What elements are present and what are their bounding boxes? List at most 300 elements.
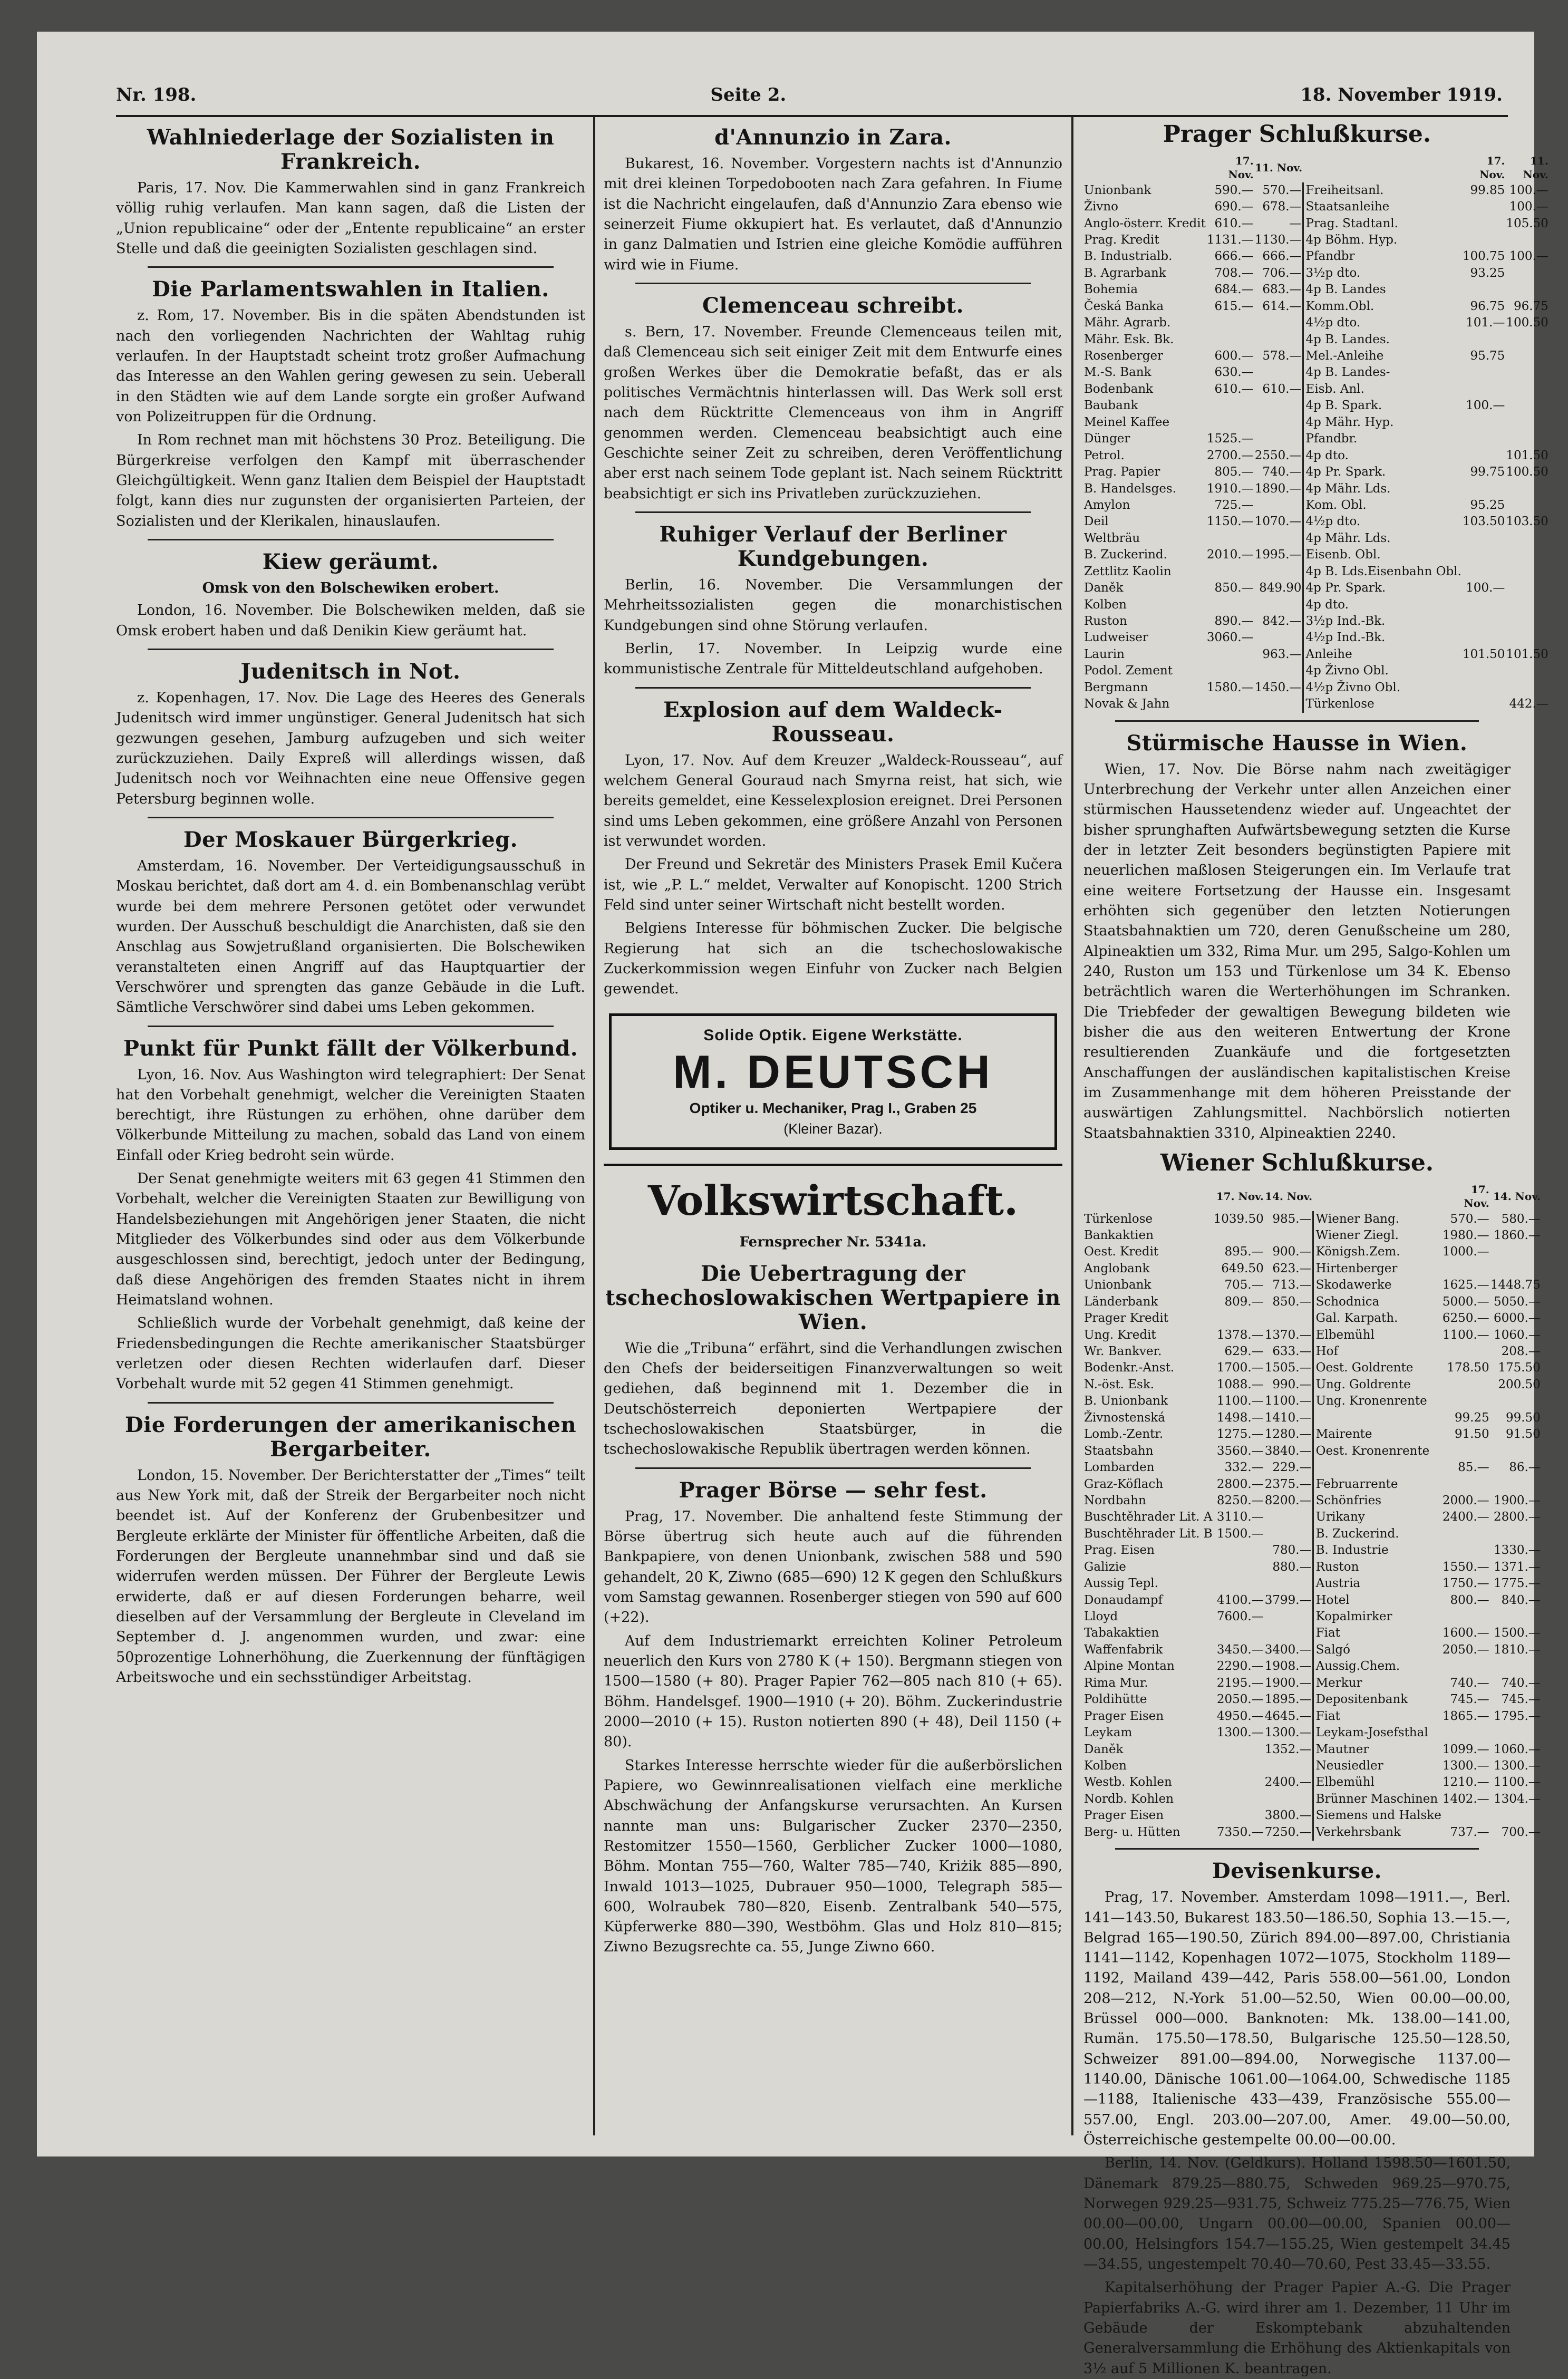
rate-value [1442,1526,1490,1542]
rate-value: 1100.— [1264,1394,1312,1408]
rate-value [1505,481,1548,497]
rate-value [1442,1542,1490,1559]
table-row [1083,298,1549,315]
rate-value: 615.— [1214,299,1254,313]
security-name: Wiener Bang. [1313,1211,1442,1227]
rate-value: 4100.— [1216,1593,1264,1607]
rate-value [1505,530,1548,547]
rate-value [1442,1443,1490,1459]
rate-value [1213,1575,1264,1592]
security-name: 4p B. Landes [1303,282,1462,298]
rate-value: 1700.— [1216,1361,1264,1375]
security-name: Leykam [1084,1726,1133,1740]
security-name: Mähr. Agrarb. [1084,316,1171,330]
security-name: Fiat [1313,1625,1442,1641]
rate-value: 91.50 [1505,1427,1541,1442]
table-row [1083,448,1549,464]
security-name: Poldihütte [1084,1693,1147,1707]
rate-value: 985.— [1272,1212,1312,1226]
table-row [1083,1443,1541,1459]
rate-value: 649.50 [1221,1261,1264,1275]
rate-value [1490,1658,1541,1675]
security-name: Ung. Kronenrente [1313,1393,1442,1409]
rate-value: 963.— [1262,647,1302,661]
rate-value [1462,448,1505,464]
security-name: Nordbahn [1084,1493,1146,1507]
table-row [1083,1559,1541,1575]
article-headline: Die Parlamentswahlen in Italien. [152,277,549,302]
security-name: Prager Kredit [1084,1311,1168,1326]
security-name: Staatsbahn [1084,1444,1154,1458]
rate-value: 100.— [1509,249,1548,264]
rate-value: 809.— [1224,1294,1264,1309]
article-headline: Der Moskauer Bürgerkrieg. [183,827,518,852]
rate-value [1254,597,1303,613]
security-name: Lomb.-Zentr. [1084,1427,1164,1442]
rate-value: 740.— [1262,465,1302,479]
table-row [1083,1708,1541,1725]
table-row [1083,1758,1541,1774]
rate-value [1254,364,1303,381]
rate-value: 890.— [1214,614,1254,628]
rate-value: 1300.— [1493,1758,1541,1773]
rate-value: 3400.— [1264,1642,1312,1657]
security-name: Meinel Kaffee [1084,415,1170,429]
rate-value: 990.— [1272,1377,1312,1391]
rate-value: 1300.— [1264,1726,1312,1740]
separator [635,511,1031,513]
rate-value: 1088.— [1216,1377,1264,1391]
table-row [1083,1791,1541,1807]
rate-value: 745.— [1501,1693,1541,1707]
table-row [1083,1625,1541,1641]
rate-value [1505,381,1548,398]
issue-date: 18. November 1919. [1300,84,1503,105]
article [604,125,1062,275]
security-name: Anleihe [1303,646,1462,663]
issue-number: Nr. 198. [116,84,197,105]
separator [148,539,554,540]
table-row [1083,514,1549,530]
rate-value: 590.— [1214,183,1254,197]
rate-value: 100.— [1466,399,1505,413]
rate-value: 1775.— [1493,1577,1541,1591]
security-name: Kolben [1084,1758,1127,1773]
rate-value [1505,680,1548,696]
security-name: Wr. Bankver. [1084,1345,1162,1359]
security-name: Anglo-österr. Kredit [1084,216,1206,230]
security-name: Nordb. Kohlen [1084,1792,1174,1806]
rate-value: 103.50 [1506,515,1548,529]
page-number: Seite 2. [710,84,787,105]
rate-value [1462,232,1505,248]
rate-value [1264,1227,1313,1244]
table-row [1083,248,1549,265]
table-row [1083,464,1549,480]
security-name: Bodenbank [1084,382,1154,396]
prague-rates-table [1083,154,1549,712]
middle-articles [604,125,1062,1000]
rate-value [1206,663,1254,679]
rate-value [1254,530,1303,547]
article-headline: Punkt für Punkt fällt der Völkerbund. [123,1036,578,1061]
article-paragraph: Starkes Interesse herrschte wieder für die außerbörslichen Papiere, wo Gewinnrealisationen vielfach eine merkliche Abschwächung der Anfangskurse verursachten. An Kursen nannte man uns: Bulgarischer Zucker 2370—2350, Restomitzer 1550—1560, Gerblicher Zucker 1000—1080, Böhm. Montan 755—760, Walter 785—740, Kriżik 885—890, Inwald 1013—1025, Dubrauer 950—1000, Telegraph 585—600, Wolraubek 780—820, Eisenb. Zentralbank 540—575, Küpferwerke 880—390, Westböhm. Glas und Holz 810—815; Ziwno Bezugsrechte ca. 55, Junge Ziwno 660. [604,1757,1062,1956]
rate-value: 4950.— [1216,1709,1264,1723]
vienna-rates-table [1083,1183,1541,1841]
security-name: 4p B. Landes. [1303,332,1462,348]
security-name: 4p B. Lds.Eisenbahn Obl. [1303,564,1462,580]
rate-value: 610.— [1262,382,1302,396]
rate-value: 745.— [1450,1693,1489,1707]
security-name: Leykam-Josefsthal [1313,1725,1442,1741]
article [116,1037,585,1395]
article [116,550,585,641]
table-row [1083,680,1549,696]
table-row [1083,646,1549,663]
rate-value: 95.25 [1470,498,1505,512]
security-name: 4p Pr. Spark. [1303,464,1462,480]
article-headline: Stürmische Hausse in Wien. [1126,730,1468,756]
table-row [1083,1742,1541,1758]
table-row [1083,1774,1541,1791]
vienna-col-1: 17. Nov. [1216,1190,1264,1203]
security-name: Podol. Zement [1084,664,1173,678]
table-row [1083,1658,1541,1675]
article-paragraph: Paris, 17. Nov. Die Kammerwahlen sind in ganz Frankreich völlig ruhig verlaufen. Man kann sagen, daß die Listen der „Union republicaine“ oder der „Entente republicaine“ an erster Stelle und daß die geeinigten Sozialisten geschlagen sind. [116,180,585,257]
rate-value: 6000.— [1493,1311,1541,1326]
rate-value: 1900.— [1264,1676,1312,1690]
article-headline: Explosion auf dem Waldeck-Rousseau. [663,697,1003,747]
rate-value: 614.— [1262,299,1302,313]
rate-value [1490,1526,1541,1542]
rate-value: 800.— [1450,1593,1489,1607]
ad-tagline: Solide Optik. Eigene Werkstätte. [703,1026,963,1044]
article-paragraph: London, 15. November. Der Berichterstatter der „Times“ teilt aus New York mit, daß der Streik der Bergarbeiter noch nicht beendet ist. Auf der Konferenz der Grubenbesitzer und Bergleute erklärte der Minister für öffentliche Arbeiten, daß die Forderungen der Bergleute unannehmbar sind und daß sie widerrufen werden müssen. Der Führer der Bergleute Lewis erwiderte, daß er auf diesen Forderungen beharre, weil dieselben auf der Versammlung der Bergleute in Cleveland im September d. J. angenommen wurden, und zwar: eine 50prozentige Lohnerhöhung, die Zuerkennung der fünftägigen Arbeitswoche und ein sechsstündiger Arbeitstag. [116,1467,585,1686]
rate-value [1254,663,1303,679]
rate-value: 842.— [1262,614,1302,628]
article-headline: Kiew geräumt. [262,549,439,574]
rate-value: 2050.— [1216,1693,1264,1707]
table-row [1083,1807,1541,1824]
rate-value [1462,613,1505,630]
rate-value [1462,332,1505,348]
rate-value: 1060.— [1493,1328,1541,1342]
article-headline: Devisenkurse. [1212,1859,1382,1884]
rate-value [1213,1227,1264,1244]
security-name: Prag. Papier [1084,465,1160,479]
rate-value [1213,1625,1264,1641]
security-name [1313,1459,1442,1476]
rate-value [1254,332,1303,348]
rate-value: 3060.— [1206,631,1254,645]
rate-value: 900.— [1272,1245,1312,1259]
prague-col-1: 17. Nov. [1228,154,1254,181]
rate-value [1206,332,1254,348]
rate-value: 99.75 [1470,465,1505,479]
security-name: Aussig.Chem. [1313,1658,1442,1675]
security-name: Pfandbr [1303,248,1462,265]
rate-value: 7600.— [1216,1610,1264,1624]
table-row [1083,282,1549,298]
security-name: Graz-Köflach [1084,1477,1164,1491]
left-column [116,116,585,2135]
rate-value: — [1289,216,1302,230]
rate-value: 629.— [1224,1345,1264,1359]
security-name: Mautner [1313,1742,1442,1758]
vienna-rates-title: Wiener Schlußkurse. [1160,1149,1434,1176]
table-row [1083,547,1549,563]
rate-value: 1500.— [1493,1626,1541,1640]
separator [148,817,554,818]
separator [148,1026,554,1027]
security-name: Salgó [1313,1642,1442,1658]
security-name: Laurin [1084,647,1125,661]
security-name: B. Zuckerind. [1084,548,1167,562]
rate-value [1505,630,1548,646]
rate-value: 85.— [1458,1461,1489,1475]
rate-value [1505,282,1548,298]
article-paragraph: London, 16. November. Die Bolschewiken melden, daß sie Omsk erobert haben und daß Denikin Kiew geräumt hat. [116,602,585,639]
security-name: Brünner Maschinen [1313,1791,1442,1807]
separator [635,283,1031,284]
vienna-col-2: 14. Nov. [1265,1190,1313,1203]
table-row [1083,613,1549,630]
security-name: Petrol. [1084,448,1125,462]
rate-value: 1750.— [1442,1577,1489,1591]
article-paragraph: Berlin, 14. Nov. (Geldkurs). Holland 1598.50—1601.50, Dänemark 879.25—880.75, Schweden 969.25—970.75, Norwegen 929.25—931.75, Schweiz 775.25—776.75, Wien 00.00—00.00, Ungarn 00.00—00.00, Spanien 00.00—00.00, Helsingfors 154.7—155.25, Wien gestempelt 34.45—34.55, ungestempelt 70.40—70.60, Pest 33.45—33.55. [1083,2155,1511,2273]
rate-value [1462,381,1505,398]
rate-value: 1525.— [1206,432,1254,446]
table-row [1083,381,1549,398]
article-headline: d'Annunzio in Zara. [714,125,952,150]
security-name: Baubank [1084,399,1138,413]
rate-value: 5050.— [1493,1294,1541,1309]
security-name: Hof [1313,1343,1442,1360]
table-row [1083,1476,1541,1493]
article-paragraph: Bukarest, 16. November. Vorgestern nachts ist d'Annunzio mit drei kleinen Torpedobooten nach Zara gefahren. In Fiume ist die Nachricht eingelaufen, daß d'Annunzio Zara ebenso wie seinerzeit Fiume okkupiert hat. Es verlautet, daß d'Annunzio in ganz Dalmatien und Istrien eine gleiche Komödie aufführen wird wie in Fiume. [604,156,1062,273]
rate-value: 1900.— [1493,1493,1541,1507]
article-paragraph: z. Rom, 17. November. Bis in die späten Abendstunden ist nach den vorliegenden Nachrichten der Wahltag ruhig verlaufen. In der Hauptstadt scheint trotz großer Aufmachung das Interesse an den Wahlen gering gewesen zu sein. Ueberall in den Städten wie auf dem Lande sorgte ein großer Aufwand von Polizeitruppen für die Ordnung. [116,307,585,425]
security-name: 4p B. Spark. [1303,398,1462,414]
rate-value: 610.— [1214,382,1254,396]
rate-value: 623.— [1272,1261,1312,1275]
rate-value [1505,580,1548,596]
rate-value [1462,547,1505,563]
ad-location: (Kleiner Bazar). [783,1120,883,1137]
article-paragraph: Der Freund und Sekretär des Ministers Prasek Emil Kučera ist, wie „P. L.“ meldet, Verwalter auf Konopischt. 1200 Strich Feld sind unter seiner Wirtschaft nicht bestellt worden. [604,856,1062,913]
security-name: Waffenfabrik [1084,1642,1163,1657]
security-name: Buschtěhrader Lit. B [1084,1526,1213,1541]
security-name: Aussig Tepl. [1084,1577,1158,1591]
economy-section-title: Volkswirtschaft. [604,1164,1062,1231]
security-name: Daněk [1084,581,1124,595]
table-row [1083,199,1549,215]
security-name: Freiheitsanl. [1303,182,1462,199]
security-name: Länderbank [1084,1294,1158,1309]
article-headline: Die Uebertragung der tschechoslowakischen Wertpapiere in Wien. [605,1261,1061,1334]
rate-value: 570.— [1450,1212,1489,1226]
table-row [1083,497,1549,514]
rate-value: 705.— [1224,1278,1264,1292]
security-name: Urikany [1313,1509,1442,1525]
security-name: M.-S. Bank [1084,365,1151,380]
table-row [1083,1725,1541,1741]
rate-value: 96.75 [1470,299,1505,313]
rate-value: 2000.— [1442,1493,1489,1507]
rate-value: 3840.— [1264,1444,1312,1458]
security-name: 4p Mähr. Lds. [1303,530,1462,547]
rate-value: 683.— [1262,283,1302,297]
security-name: Ung. Goldrente [1313,1377,1442,1393]
rate-value [1462,696,1505,712]
rate-value [1505,663,1548,679]
rate-value: 1131.— [1206,233,1254,247]
rate-value [1213,1791,1264,1807]
rate-value: 229.— [1272,1461,1312,1475]
rate-value: 3560.— [1216,1444,1264,1458]
rate-value: 1000.— [1442,1245,1489,1259]
table-row [1083,1575,1541,1592]
rate-value [1213,1542,1264,1559]
security-name: 4½p dto. [1303,315,1462,331]
prague-col-3: 17. Nov. [1479,154,1505,181]
rate-value: 666.— [1262,249,1302,264]
article-paragraph: Lyon, 16. Nov. Aus Washington wird telegraphiert: Der Senat hat den Vorbehalt genehmigt, welcher die Vereinigten Staaten berechtigt, ihre Rüstungen zu erhöhen, ohne darüber dem Völkerbunde Mitteilung zu machen, sobald das Land von einem Einfall oder Krieg bedroht sein würde. [116,1066,585,1164]
article [116,125,585,259]
rate-value: 1039.50 [1213,1212,1264,1226]
security-name: Türkenlose [1303,696,1462,712]
rate-value: 1330.— [1493,1543,1541,1558]
rate-value: 1304.— [1493,1792,1541,1806]
security-name: Daněk [1084,1742,1124,1756]
rate-value [1462,282,1505,298]
rate-value: 1505.— [1264,1361,1312,1375]
security-name: B. Industrialb. [1084,249,1173,264]
article-paragraph: In Rom rechnet man mit höchstens 30 Proz. Beteiligung. Die Bürgerkreise verfolgen den Kampf mit überraschender Gleichgültigkeit. Wenn ganz Italien dem Beispiel der Hauptstadt folgt, kann dies nur zugunsten der organisierten Parteien, der Sozialisten und der Klerikalen, hinauslaufen. [116,432,585,529]
rate-value [1505,547,1548,563]
rate-value: 100.75 [1462,249,1505,264]
table-row [1083,1509,1541,1525]
table-row [1083,1609,1541,1625]
security-name: Berg- u. Hütten [1084,1825,1180,1839]
rate-value: 3110.— [1216,1510,1264,1524]
article-paragraph: z. Kopenhagen, 17. Nov. Die Lage des Heeres des Generals Judenitsch wird immer ungünstiger. General Judenitsch hat sich gezwungen gesehen, Jamburg aufzugeben und sich weiter zurückzuziehen. Daily Expreß will allerdings wissen, daß Judenitsch noch vor Weihnachten eine neue Offensive gegen Petersburg beginnen wolle. [116,689,585,807]
rate-value: 100.50 [1506,465,1548,479]
rate-value: 1865.— [1442,1709,1489,1723]
security-name: Prag. Eisen [1084,1543,1155,1558]
rate-value: 1890.— [1254,481,1302,496]
table-row [1083,1642,1541,1658]
rate-value: 8250.— [1216,1493,1264,1507]
rate-value: 2800.— [1493,1510,1541,1524]
security-name: Unionbank [1084,1278,1151,1292]
security-name: Alpine Montan [1084,1659,1175,1674]
rate-value: 1860.— [1493,1228,1541,1242]
rate-value: 725.— [1214,498,1254,512]
rate-value: 1100.— [1493,1775,1541,1790]
security-name: Neusiedler [1313,1758,1442,1774]
security-name: 4p Pr. Spark. [1303,580,1462,596]
security-name: Wiener Ziegl. [1313,1227,1442,1244]
rate-value: 7350.— [1216,1825,1264,1839]
security-name: Weltbräu [1084,531,1140,545]
rate-value: 1908.— [1264,1659,1312,1674]
rate-value: 100.— [1509,200,1548,214]
security-name: Zettlitz Kaolin [1084,564,1172,578]
security-name: Tabakaktien [1084,1626,1159,1640]
rate-value: 99.25 [1454,1410,1489,1425]
table-row [1083,1360,1541,1376]
rate-value [1505,414,1548,431]
rate-value [1254,315,1303,331]
article-subheadline: Omsk von den Bolschewiken erobert. [202,579,499,596]
rate-value: 1371.— [1493,1560,1541,1574]
security-name: 4p Živno Obl. [1303,663,1462,679]
article-paragraph: Schließlich wurde der Vorbehalt genehmigt, daß keine der Friedensbedingungen die Rechte amerikanischer Staatsbürger verletzen oder diesen Rechten widerlaufen darf. Dieser Vorbehalt wurde mit 52 gegen 41 Stimmen genehmigt. [116,1315,585,1392]
rate-value: 101.50 [1506,448,1548,462]
table-row [1083,414,1549,431]
security-name: B. Zuckerind. [1313,1526,1442,1542]
table-row [1083,1244,1541,1260]
rate-value [1505,348,1548,364]
article-paragraph: Amsterdam, 16. November. Der Verteidigungsausschuß in Moskau berichtet, daß dort am 4. d. ein Bombenanschlag verübt wurde bei dem mehrere Personen getötet oder verwundet wurden. Der Ausschuß beschuldigt die Anarchisten, daß sie den Anschlag aus Sowjetrußland organisierten. Die Bolschewiken veranstalteten einen Angriff auf das Hauptquartier der Verschwörer und sprengten das ganze Gebäude in die Luft. Sämtliche Verschwörer sind dabei ums Leben gekommen. [116,857,585,1016]
rate-value: 178.50 [1447,1361,1489,1375]
table-row [1083,1227,1541,1244]
security-name: Lloyd [1084,1610,1118,1624]
vienna-col-3: 17. Nov. [1464,1183,1489,1210]
table-row [1083,1426,1541,1443]
rate-value [1442,1343,1490,1360]
right-column [1083,116,1548,2377]
rate-value: 850.— [1214,581,1254,595]
rate-value [1264,1575,1313,1592]
table-row [1083,431,1549,447]
prague-rates-title: Prager Schlußkurse. [1163,121,1431,148]
rate-value: 86.— [1509,1461,1541,1475]
rate-value [1213,1310,1264,1327]
article-headline: Die Forderungen der amerikanischen Bergarbeiter. [124,1412,577,1462]
security-name: Skodawerke [1313,1277,1442,1293]
rate-value: 1352.— [1264,1742,1312,1756]
rate-value: 1130.— [1254,233,1302,247]
rate-value [1213,1559,1264,1575]
table-row [1083,216,1549,232]
rate-value: 101.50 [1462,647,1505,661]
rate-value [1505,332,1548,348]
rate-value [1490,1807,1541,1824]
rate-value [1490,1476,1541,1493]
rate-value: 1810.— [1493,1642,1541,1657]
security-name: Elbemühl [1313,1774,1442,1791]
security-name: Deil [1084,515,1109,529]
security-name: Dünger [1084,432,1130,446]
security-name: Austria [1313,1575,1442,1592]
table-row [1083,398,1549,414]
table-row [1083,1393,1541,1409]
security-name: 3½p Ind.-Bk. [1303,613,1462,630]
rate-value [1505,431,1548,447]
rate-value [1264,1609,1313,1625]
rate-value [1254,564,1303,580]
rate-value [1206,530,1254,547]
rate-value: 99.50 [1505,1410,1541,1425]
rate-value [1490,1443,1541,1459]
security-name: Anglobank [1084,1261,1150,1275]
security-name: Bodenkr.-Anst. [1084,1361,1175,1375]
rate-value [1462,431,1505,447]
security-name: Prager Eisen [1084,1709,1164,1723]
article-headline: Judenitsch in Not. [240,659,461,684]
